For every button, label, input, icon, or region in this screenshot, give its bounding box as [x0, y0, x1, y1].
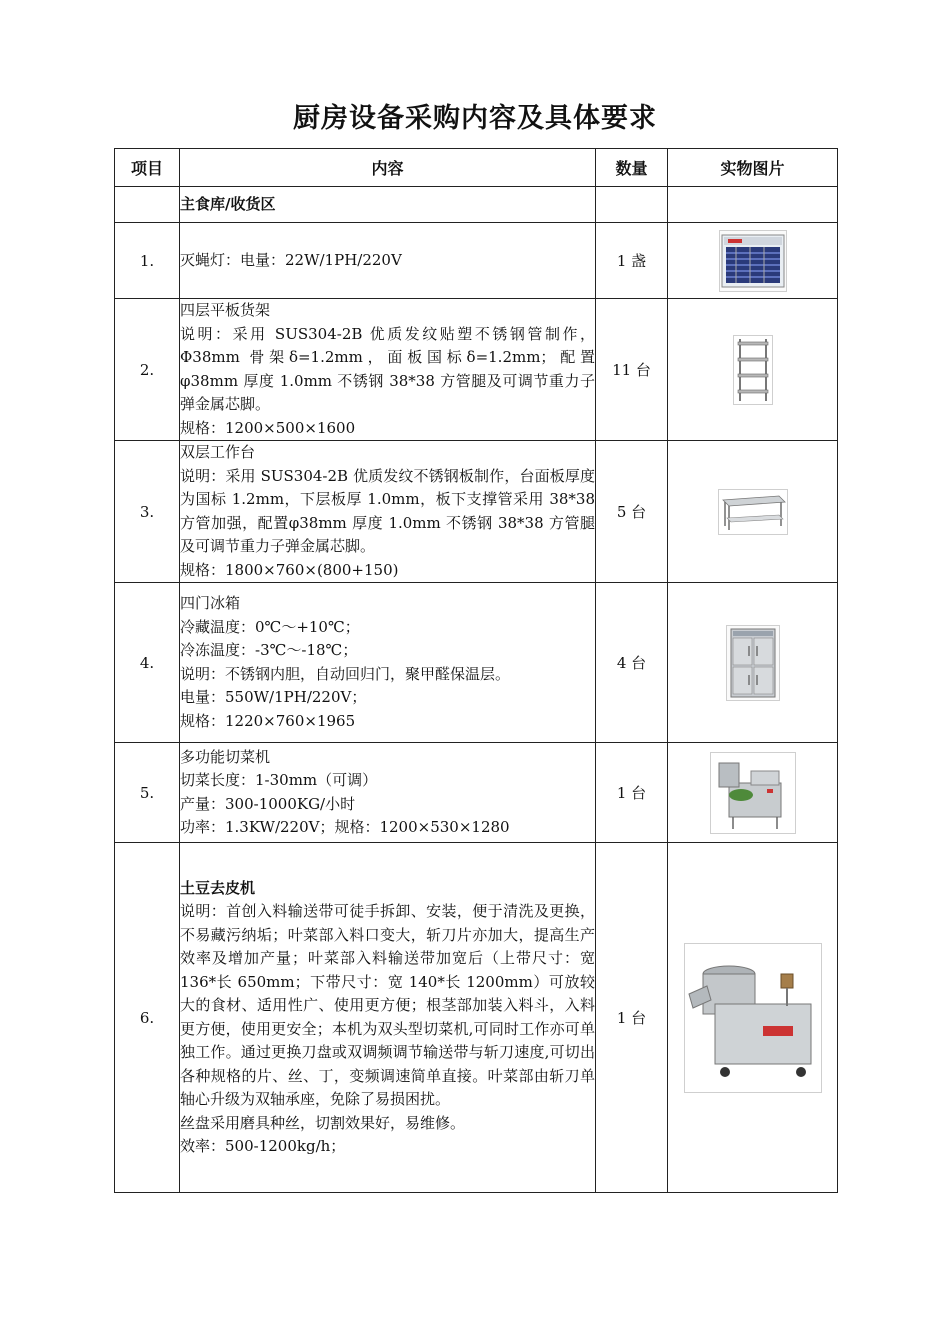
potato-peeler-icon	[684, 943, 822, 1093]
item-quantity: 11 台	[596, 299, 668, 441]
equipment-table	[114, 148, 838, 1193]
fly-killer-lamp-icon	[719, 230, 787, 292]
item-photo	[668, 843, 838, 1193]
item-photo	[668, 441, 838, 583]
header-row	[115, 149, 838, 187]
item-number: 4.	[115, 583, 180, 743]
item-number: 3.	[115, 441, 180, 583]
table-row	[115, 843, 838, 1193]
section-row	[115, 187, 838, 223]
item-quantity: 1 台	[596, 743, 668, 843]
item-quantity: 5 台	[596, 441, 668, 583]
item-content: 土豆去皮机 说明：首创入料输送带可徒手拆卸、安装，便于清洗及更换，不易藏污纳垢；叶菜部入料口变大，斩刀片亦加大，提高生产效率及增加产量；叶菜部入料输送带加宽后（上带尺寸：宽 136*长 650mm；下带尺寸：宽 140*长 1200mm）可放较大的食材、适用性广、使用更方便；根茎部加装入料斗，入料更方便，使用更安全；本机为双头型切菜机,可同时工作亦可单独工作。通过更换刀盘或双调频调节输送带与斩刀速度,可切出各种规格的片、丝、丁，变频调速简单直接。叶菜部由斩刀单轴心升级为双轴承座，免除了易损困扰。 丝盘采用磨具种丝，切割效果好，易维修。 效率：500-1200kg/h；	[180, 843, 596, 1193]
header-item: 项目	[115, 149, 180, 187]
item-number: 1.	[115, 223, 180, 299]
item-photo	[668, 223, 838, 299]
item-photo	[668, 583, 838, 743]
four-tier-shelf-icon	[733, 335, 773, 405]
item-number: 2.	[115, 299, 180, 441]
item-quantity: 1 台	[596, 843, 668, 1193]
header-content: 内容	[180, 149, 596, 187]
table-row	[115, 223, 838, 299]
table-row	[115, 743, 838, 843]
double-work-table-icon	[718, 489, 788, 535]
item-photo	[668, 299, 838, 441]
item-content: 四层平板货架 说明：采用 SUS304-2B 优质发纹贴塑不锈钢管制作，Φ38mm 骨架δ=1.2mm，面板国标δ=1.2mm；配置φ38mm 厚度 1.0mm 不锈钢 38*38 方管腿及可调节重力子弹金属芯脚。 规格：1200×500×1600	[180, 299, 596, 441]
table-row	[115, 441, 838, 583]
item-quantity: 4 台	[596, 583, 668, 743]
item-content: 多功能切菜机 切菜长度：1-30mm（可调） 产量：300-1000KG/小时 功率：1.3KW/220V；规格：1200×530×1280	[180, 743, 596, 843]
table-row	[115, 583, 838, 743]
section-title: 主食库/收货区	[180, 187, 596, 223]
table-row	[115, 299, 838, 441]
header-photo: 实物图片	[668, 149, 838, 187]
item-content: 四门冰箱 冷藏温度：0℃～+10℃； 冷冻温度：-3℃～-18℃； 说明：不锈钢内胆，自动回归门，聚甲醛保温层。 电量：550W/1PH/220V； 规格：1220×760×1965	[180, 583, 596, 743]
item-quantity: 1 盏	[596, 223, 668, 299]
page-title: 厨房设备采购内容及具体要求	[293, 103, 657, 134]
vegetable-cutter-icon	[710, 752, 796, 834]
four-door-fridge-icon	[726, 625, 780, 701]
item-content: 双层工作台 说明：采用 SUS304-2B 优质发纹不锈钢板制作，台面板厚度为国标 1.2mm，下层板厚 1.0mm，板下支撑管采用 38*38 方管加强，配置φ38mm 厚度 1.0mm 不锈钢 38*38 方管腿及可调节重力子弹金属芯脚。 规格：1800×760×(800+150)	[180, 441, 596, 583]
header-quantity: 数量	[596, 149, 668, 187]
item-content: 灭蝇灯：电量：22W/1PH/220V	[180, 223, 596, 299]
item-number: 5.	[115, 743, 180, 843]
item-number: 6.	[115, 843, 180, 1193]
item-photo	[668, 743, 838, 843]
